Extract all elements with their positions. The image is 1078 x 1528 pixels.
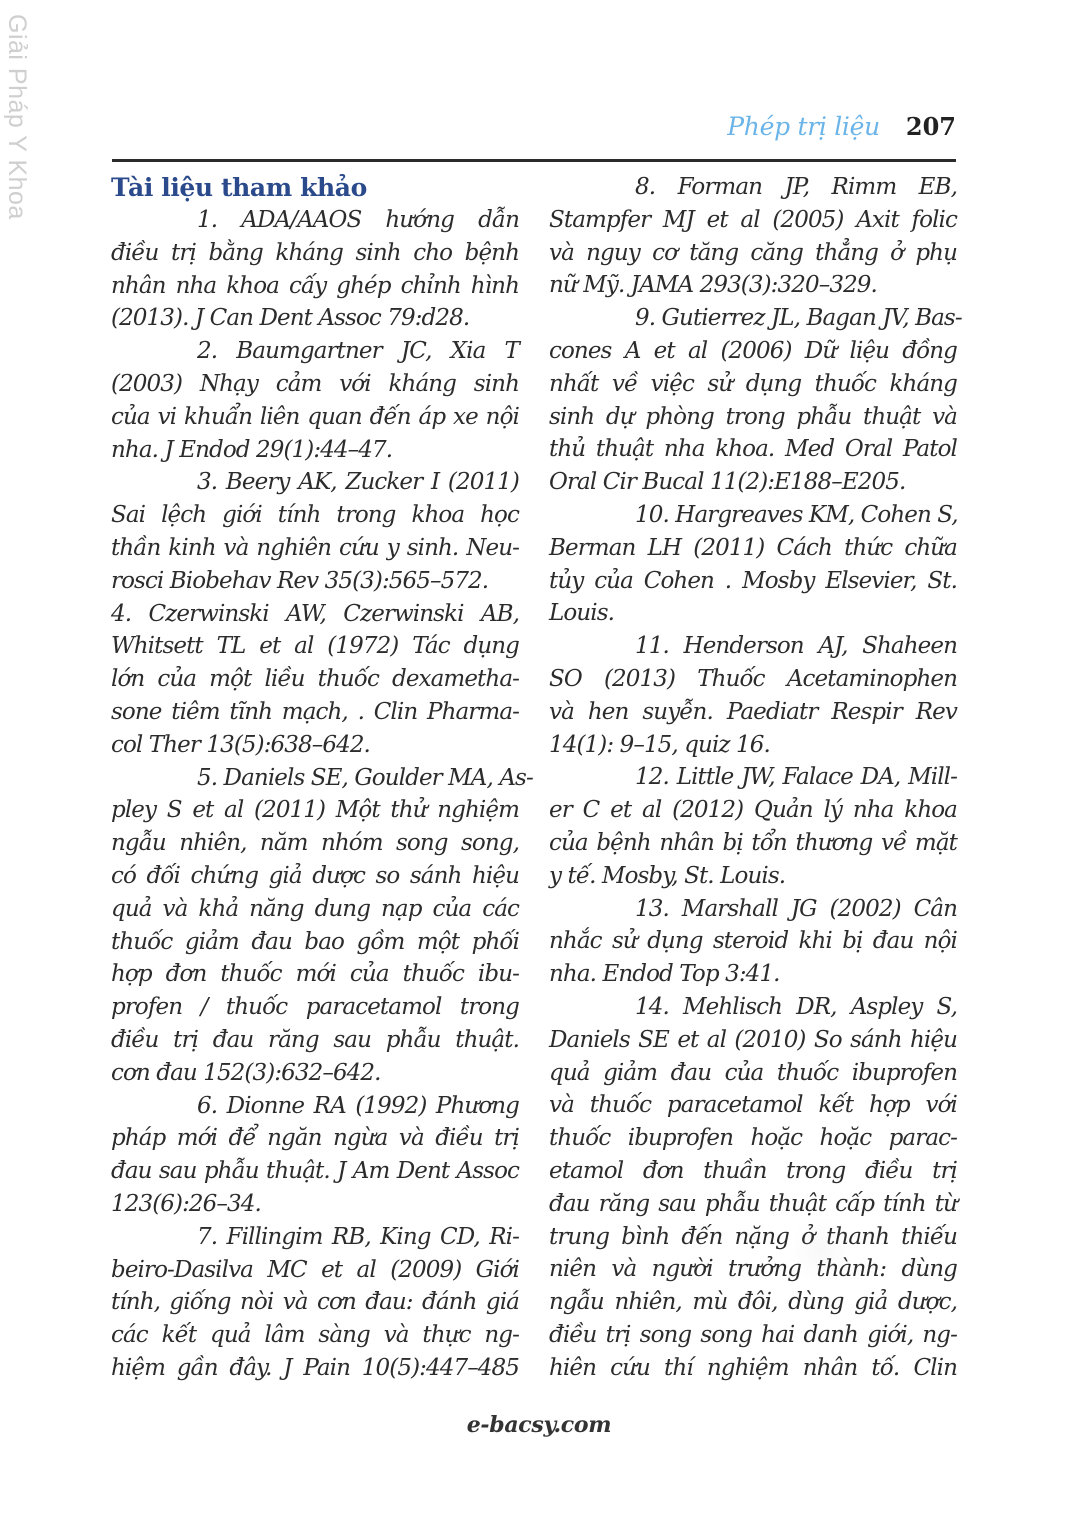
reference-line: 5. Daniels SE, Goulder MA, As- [197,764,533,791]
reference-line: quả và khả năng dung nạp của các [111,895,519,922]
reference-line: các kết quả lâm sàng và thực ng- [111,1322,519,1349]
header-rule [112,159,956,162]
reference-line: profen / thuốc paracetamol trong [111,994,519,1021]
reference-line: nha. J Endod 29(1):44–47. [111,436,393,463]
reference-line: quả giảm đau của thuốc ibuprofen [549,1059,957,1086]
running-header [727,112,956,141]
reference-line: điều trị song song hai danh giới, ng- [549,1321,957,1348]
reference-line: 12. Little JW, Falace DA, Mill- [635,764,957,791]
reference-line: Berman LH (2011) Cách thức chữa [549,534,957,561]
reference-line: 14. Mehlisch DR, Aspley S, [635,993,957,1020]
reference-line: lớn của một liều thuốc dexametha- [111,666,519,693]
faint-watermark-logo [790,1215,850,1285]
reference-line: điều trị đau răng sau phẫu thuật. [111,1026,519,1053]
reference-line: 2. Baumgartner JC, Xia T [197,338,519,365]
reference-line: beiro-Dasilva MC et al (2009) Giới [111,1256,519,1283]
left-column [111,171,533,1385]
reference-line: 123(6):26–34. [111,1190,261,1217]
page-number: 207 [905,112,956,141]
reference-line: 1. ADA/AAOS hướng dẫn [197,207,519,233]
reference-line: Louis. [549,600,615,627]
reference-line: ngẫu nhiên, năm nhóm song song, [111,830,519,857]
reference-line: Oral Cir Bucal 11(2):E188–E205. [549,469,906,496]
reference-line: của bệnh nhân bị tổn thương về mặt [549,829,957,856]
reference-line: thủ thuật nha khoa. Med Oral Patol [549,436,957,463]
reference-line: nhắc sử dụng steroid khi bị đau nội [549,928,957,955]
footer-site: e-bacsy.com [466,1412,612,1438]
reference-line: etamol đơn thuần trong điều trị [549,1157,957,1184]
reference-line: tính, giống nòi và cơn đau: đánh giá [111,1289,519,1316]
reference-line: nhất về việc sử dụng thuốc kháng [549,370,957,397]
reference-line: cones A et al (2006) Dữ liệu đồng [549,337,957,364]
reference-line: Sai lệch giới tính trong khoa học [111,502,519,529]
reference-line: và thuốc paracetamol kết hợp với [549,1092,957,1119]
right-column [549,171,962,1384]
reference-line: đau răng sau phẫu thuật cấp tính từ [549,1190,957,1217]
reference-line: niên và người trưởng thành: dùng [549,1256,957,1283]
reference-line: thuốc ibuprofen hoặc hoặc parac- [549,1125,957,1152]
reference-line: hợp đơn thuốc mới của thuốc ibu- [111,961,519,988]
reference-line: tủy của Cohen . Mosby Elsevier, St. [549,567,957,594]
reference-line: Daniels SE et al (2010) So sánh hiệu [549,1026,957,1053]
reference-line: hiên cứu thí nghiệm nhân tố. Clin [549,1354,957,1381]
reference-line: col Ther 13(5):638–642. [111,731,370,758]
reference-line: (2003) Nhạy cảm với kháng sinh [111,370,519,397]
reference-line: 14(1): 9–15, quiz 16. [549,731,770,758]
reference-line: 10. Hargreaves KM, Cohen S, [635,501,958,528]
reference-line: 9. Gutierrez JL, Bagan JV, Bas- [635,305,962,332]
reference-line: hiệm gần đây. J Pain 10(5):447–485 [111,1354,519,1381]
reference-line: 11. Henderson AJ, Shaheen [635,633,957,660]
reference-line: có đối chứng giả dược so sánh hiệu [111,862,519,889]
reference-line: sone tiêm tĩnh mạch, . Clin Pharma- [111,698,519,725]
right-reference-lines [549,171,962,1384]
reference-line: thuốc giảm đau bao gồm một phối [111,928,519,955]
reference-line: pley S et al (2011) Một thử nghiệm [111,797,519,824]
reference-line: y tế. Mosby, St. Louis. [549,862,786,889]
reference-line: 8. Forman JP, Rimm EB, [635,174,957,200]
reference-line: nha. Endod Top 3:41. [549,961,780,988]
reference-line: (2013). J Can Dent Assoc 79:d28. [111,305,470,332]
side-watermark: Giải Pháp Y Khoa [3,14,31,220]
reference-line: Stampfer MJ et al (2005) Axit folic [549,206,957,233]
reference-line: SO (2013) Thuốc Acetaminophen [549,665,957,692]
reference-line: rosci Biobehav Rev 35(3):565–572. [111,567,489,594]
reference-line: 13. Marshall JG (2002) Cân [635,895,957,922]
reference-line: 6. Dionne RA (1992) Phương [197,1092,519,1119]
reference-line: 7. Fillingim RB, King CD, Ri- [197,1223,519,1250]
reference-line: sinh dự phòng trong phẫu thuật và [549,403,957,430]
reference-line: và nguy cơ tăng căng thẳng ở phụ [549,239,957,266]
reference-line: trung bình đến nặng ở thanh thiếu [549,1223,957,1250]
reference-line: và hen suyễn. Paediatr Respir Rev [549,698,957,725]
reference-line: er C et al (2012) Quản lý nha khoa [549,797,957,824]
reference-line: Whitsett TL et al (1972) Tác dụng [111,633,519,660]
reference-line: thần kinh và nghiên cứu y sinh. Neu- [111,534,519,561]
left-reference-lines [111,204,533,1385]
reference-line: 3. Beery AK, Zucker I (2011) [197,469,519,496]
reference-line: đau sau phẫu thuật. J Am Dent Assoc [111,1158,519,1185]
reference-line: nhân nha khoa cấy ghép chỉnh hình [111,272,519,299]
reference-line: nữ Mỹ. JAMA 293(3):320–329. [549,272,877,299]
section-title: Tài liệu tham khảo [111,173,367,202]
reference-line: của vi khuẩn liên quan đến áp xe nội [111,403,519,430]
reference-line: cơn đau 152(3):632–642. [111,1059,381,1086]
reference-line: 4. Czerwinski AW, Czerwinski AB, [111,600,519,627]
reference-line: ngẫu nhiên, mù đôi, dùng giả dược, [549,1289,957,1316]
reference-line: điều trị bằng kháng sinh cho bệnh [111,239,519,266]
running-title: Phép trị liệu [727,112,880,141]
reference-line: pháp mới để ngăn ngừa và điều trị [111,1125,519,1152]
